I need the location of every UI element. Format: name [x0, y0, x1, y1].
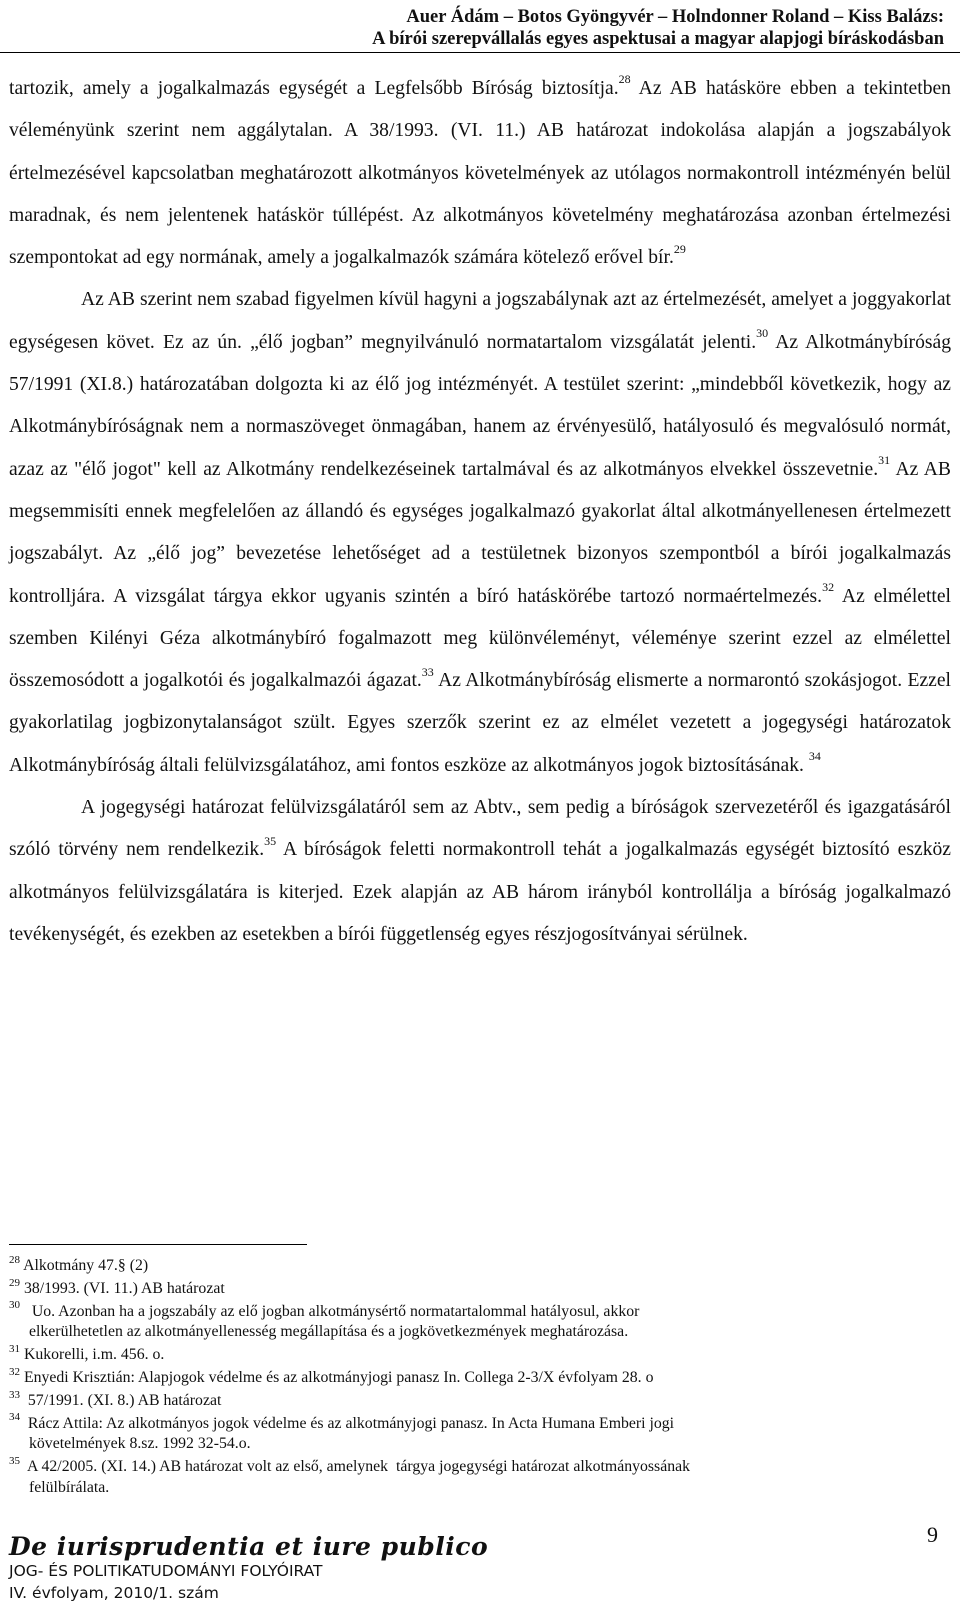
journal-volume: IV. évfolyam, 2010/1. szám — [9, 1584, 219, 1602]
footnote-35: $^{35}$ A 42/2005. (XI. 14.) AB határozat volt az első, amelynek tárgya jogegységi határozat alkotmányossának felülbírálata. — [9, 1454, 691, 1496]
header-title: A bírói szerepvállalás egyes aspektusai a magyar alapjogi bíráskodásban — [372, 29, 944, 49]
footnote-29: $^{29}$ 38/1993. (VI. 11.) AB határozat — [9, 1276, 225, 1297]
paragraph-3: A jogegységi határozat felülvizsgálatáról sem az Abtv., sem pedig a bíróságok szervezetéről és igazgatásáról szóló törvény nem rendelkezik.$^{35}$ A bíróságok feletti normakontroll tehát a jogalkalmazás egységét biztosító eszköz alkotmányos felülvizsgálatára is kiterjed. Ezek alapján az AB három irányból kontrollálja a bíróság jogalkalmazó tevékenységét, és ezekben az esetekben a bírói függetlenség egyes részjogosítványai sérülnek. — [9, 797, 951, 945]
footnotes — [9, 1253, 951, 1501]
footnote-30: $^{30}$ Uo. Azonban ha a jogszabály az elő jogban alkotmánysértő normatartalommal hatályosul, akkor elkerülhetetlen az alkotmányellenesség megállapítása és a jogkövetkezmények meghatározása. — [9, 1299, 640, 1341]
footnote-28: $^{28}$ Alkotmány 47.§ (2) — [9, 1253, 149, 1274]
footnote-33: $^{33}$ 57/1991. (XI. 8.) AB határozat — [9, 1388, 222, 1409]
footnote-ref-32[interactable]: 32 — [822, 580, 835, 595]
header-authors: Auer Ádám – Botos Gyöngyvér – Holndonner Roland – Kiss Balázs: — [406, 7, 944, 27]
footnote-34: $^{34}$ Rácz Attila: Az alkotmányos jogok védelme és az alkotmányjogi panasz. In Acta Humana Emberi jogi követelmények 8.sz. 1992 32-54.o. — [9, 1411, 675, 1453]
footnote-ref-29[interactable]: 29 — [673, 241, 686, 256]
footnote-32: $^{32}$ Enyedi Krisztián: Alapjogok védelme és az alkotmányjogi panasz In. Collega 2-3/X évfolyam 28. o — [9, 1365, 654, 1386]
footnote-divider — [9, 1244, 307, 1245]
journal-name: JOG- ÉS POLITIKATUDOMÁNYI FOLYÓIRAT — [9, 1562, 323, 1580]
footnote-ref-33[interactable]: 33 — [421, 664, 434, 679]
running-header — [44, 6, 944, 50]
header-divider — [0, 52, 960, 53]
journal-logo-text: De iurisprudentia et iure publico — [9, 1532, 489, 1561]
paragraph-2: Az AB szerint nem szabad figyelmen kívül hagyni a jogszabálynak azt az értelmezését, amelyet a joggyakorlat egységesen követ. Ez az ún. „élő jogban” megnyilvánuló normatartalom vizsgálatát jelenti.$^{30}$ Az Alkotmánybíróság 57/1991 (XI.8.) határozatában dolgozta ki az élő jog intézményét. A testület szerint: „mindebből következik, hogy az Alkotmánybíróságnak nem a normaszöveget önmagában, hanem az érvényesülő, hatályosuló és megvalósuló normát, azaz az "élő jogot" kell az Alkotmány rendelkezéseinek tartalmával és az alkotmányos elvekkel összevetnie.$^{31}$ Az AB megsemmisíti ennek megfelelően az állandó és egységes jogalkalmazó gyakorlat által alkotmányellenesen értelmezett jogszabályt. Az „élő jog” bevezetése lehetőséget ad a testületnek bizonyos szempontból a bírói jogalkalmazás kontrolljára. A vizsgálat tárgya ekkor ugyanis szintén a bíró hatáskörébe tartozó normaértelmezés.$^{32}$ Az elmélettel szemben Kilényi Géza alkotmánybíró fogalmazott meg különvéleményt, véleménye szerint ezzel az elmélettel összemosódott a jogalkotói és jogalkalmazói ágazat.$^{33}$ Az Alkotmánybíróság elismerte a normarontó szokásjogot. Ezzel gyakorlatilag jogbizonytalanságot szült. Egyes szerzők szerint ez az elmélet vezetett a jogegységi határozatok Alkotmánybíróság általi felülvizsgálatához, ami fontos eszköze az alkotmányos jogok biztosításának. $^{34}$ — [9, 289, 951, 776]
footnote-ref-30[interactable]: 30 — [756, 326, 769, 341]
footnote-ref-28[interactable]: 28 — [618, 72, 631, 87]
footnote-ref-34[interactable]: 34 — [808, 749, 821, 764]
footnote-31: $^{31}$ Kukorelli, i.m. 456. o. — [9, 1342, 165, 1364]
footnote-ref-35[interactable]: 35 — [264, 833, 277, 848]
paragraph-1: tartozik, amely a jogalkalmazás egységét a Legfelsőbb Bíróság biztosítja.$^{28}$ Az AB hatásköre ebben a tekintetben véleményünk szerint nem aggálytalan. A 38/1993. (VI. 11.) AB határozat indokolása alapján a jogszabályok értelmezésével kapcsolatban meghatározott alkotmányos követelmények az utólagos normakontroll intézményén belül maradnak, és nem jelentenek hatáskör túllépést. Az alkotmányos követelmény meghatározása azonban értelmezési szempontokat ad egy normának, amely a jogalkalmazók számára kötelező erővel bír.$^{29}$ — [9, 72, 951, 269]
footnote-ref-31[interactable]: 31 — [878, 453, 891, 468]
article-body — [9, 68, 951, 956]
page-number: 9 — [927, 1522, 938, 1547]
